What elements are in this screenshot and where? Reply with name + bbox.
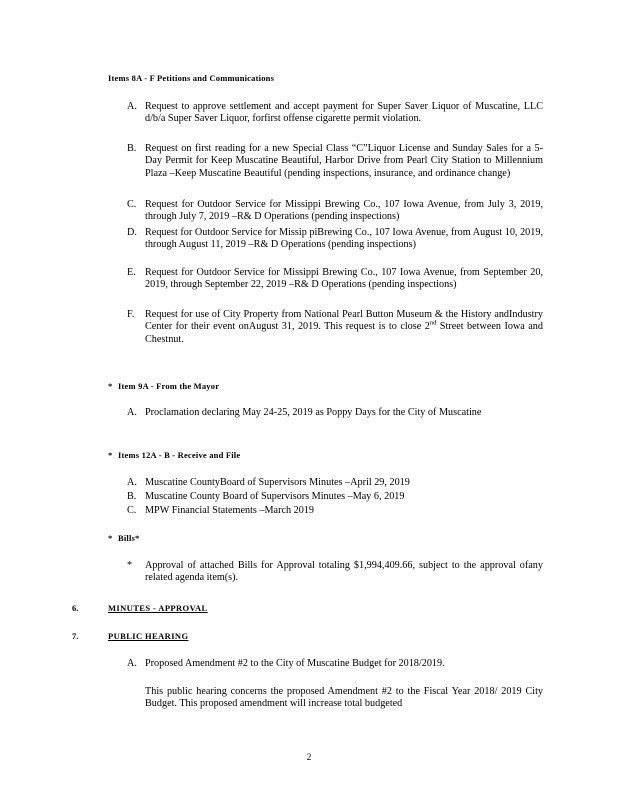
item-label: B. — [127, 143, 137, 154]
section-number: 7. — [72, 631, 79, 641]
section-title-public-hearing: PUBLIC HEARING — [108, 631, 189, 641]
item-text: Muscatine County Board of Supervisors Minutes –May 6, 2019 — [145, 491, 405, 502]
page-number: 2 — [306, 752, 312, 762]
consent-item-e — [127, 267, 543, 292]
item-text: MPW Financial Statements –March 2019 — [145, 505, 315, 516]
item-label: D. — [127, 227, 137, 238]
item-text: Proposed Amendment #2 to the City of Muscatine Budget for 2018/2019. — [145, 658, 445, 669]
public-hearing-paragraph: This public hearing concerns the proposed Amendment #2 to the Fiscal Year 2018/ 2019 City Budget. This proposed amendment will increase total budgeted — [145, 686, 543, 710]
consent-item-f — [127, 309, 543, 346]
bullet-asterisk: * — [108, 533, 113, 543]
section-title-minutes: MINUTES - APPROVAL — [108, 603, 208, 613]
item-label: C. — [127, 505, 137, 516]
item-label: C. — [127, 199, 137, 210]
bullet-asterisk: * — [108, 381, 113, 391]
item-text: Request to approve settlement and accept payment for Super Saver Liquor of Muscatine, LLC d/b/a Super Saver Liquor, forfirst offense cigarette permit violation. — [145, 101, 543, 125]
item-text-part: Request for use of City Property from National Pearl Button Museum & the History andIndustry Center for their event onAugust 31, 2019. This request is to close 2 — [145, 309, 543, 333]
mayor-items-header — [108, 381, 219, 391]
item-text: Approval of attached Bills for Approval totaling $1,994,409.66, subject to the approval ofany related agenda item(s). — [145, 560, 543, 584]
ordinal-suffix: nd — [429, 319, 437, 327]
item-label: A. — [127, 101, 137, 112]
bills-header-text: Bills* — [118, 533, 140, 543]
item-label: A. — [127, 658, 137, 669]
public-hearing-item-a — [127, 658, 543, 670]
item-text-part: Street between Iowa and Chestnut. — [145, 321, 543, 345]
receive-items-header — [108, 450, 240, 460]
item-label: A. — [127, 407, 137, 418]
receive-item-a — [127, 477, 543, 489]
receive-item-b — [127, 491, 543, 503]
consent-items-header-text: Items 8A - F Petitions and Communications — [108, 73, 275, 83]
item-text: Muscatine CountyBoard of Supervisors Minutes –April 29, 2019 — [145, 477, 410, 488]
item-text: Request for Outdoor Service for Missippi Brewing Co., 107 Iowa Avenue, from September 20, 2019, through September 22, 2019 –R& D Operations (pending inspections) — [145, 267, 543, 291]
item-label: E. — [127, 267, 136, 278]
consent-item-c — [127, 199, 543, 224]
consent-items-header — [108, 73, 274, 83]
item-text: Request on first reading for a new Special Class “C”Liquor License and Sunday Sales for a 5-Day Permit for Keep Muscatine Beautiful, Harbor Drive from Pearl City Station to Millennium Plaza –Keep Muscatine Beautiful (pending inspections, insurance, and ordinance change) — [145, 143, 543, 179]
item-label: A. — [127, 477, 137, 488]
bullet-asterisk: * — [108, 450, 113, 460]
item-text — [145, 309, 543, 346]
receive-item-c — [127, 505, 543, 517]
consent-item-d — [127, 227, 543, 252]
mayor-item-a — [127, 407, 543, 419]
item-text: Proclamation declaring May 24-25, 2019 as Poppy Days for the City of Muscatine — [145, 407, 482, 418]
section-number: 6. — [72, 603, 79, 613]
consent-item-b — [127, 143, 543, 180]
item-text: Request for Outdoor Service for Missip piBrewing Co., 107 Iowa Avenue, from August 10, 2019, through August 11, 2019 –R& D Operations (pending inspections) — [145, 227, 543, 251]
item-text: Request for Outdoor Service for Missippi Brewing Co., 107 Iowa Avenue, from July 3, 2019, through July 7, 2019 –R& D Operations (pending inspections) — [145, 199, 543, 223]
item-label: B. — [127, 491, 137, 502]
item-label: F. — [127, 309, 135, 320]
bills-header — [108, 533, 140, 543]
receive-items-header-text: Items 12A - B - Receive and File — [118, 450, 241, 460]
bills-item — [127, 560, 543, 585]
item-label: * — [127, 560, 133, 571]
consent-item-a — [127, 101, 543, 126]
mayor-items-header-text: Item 9A - From the Mayor — [118, 381, 220, 391]
